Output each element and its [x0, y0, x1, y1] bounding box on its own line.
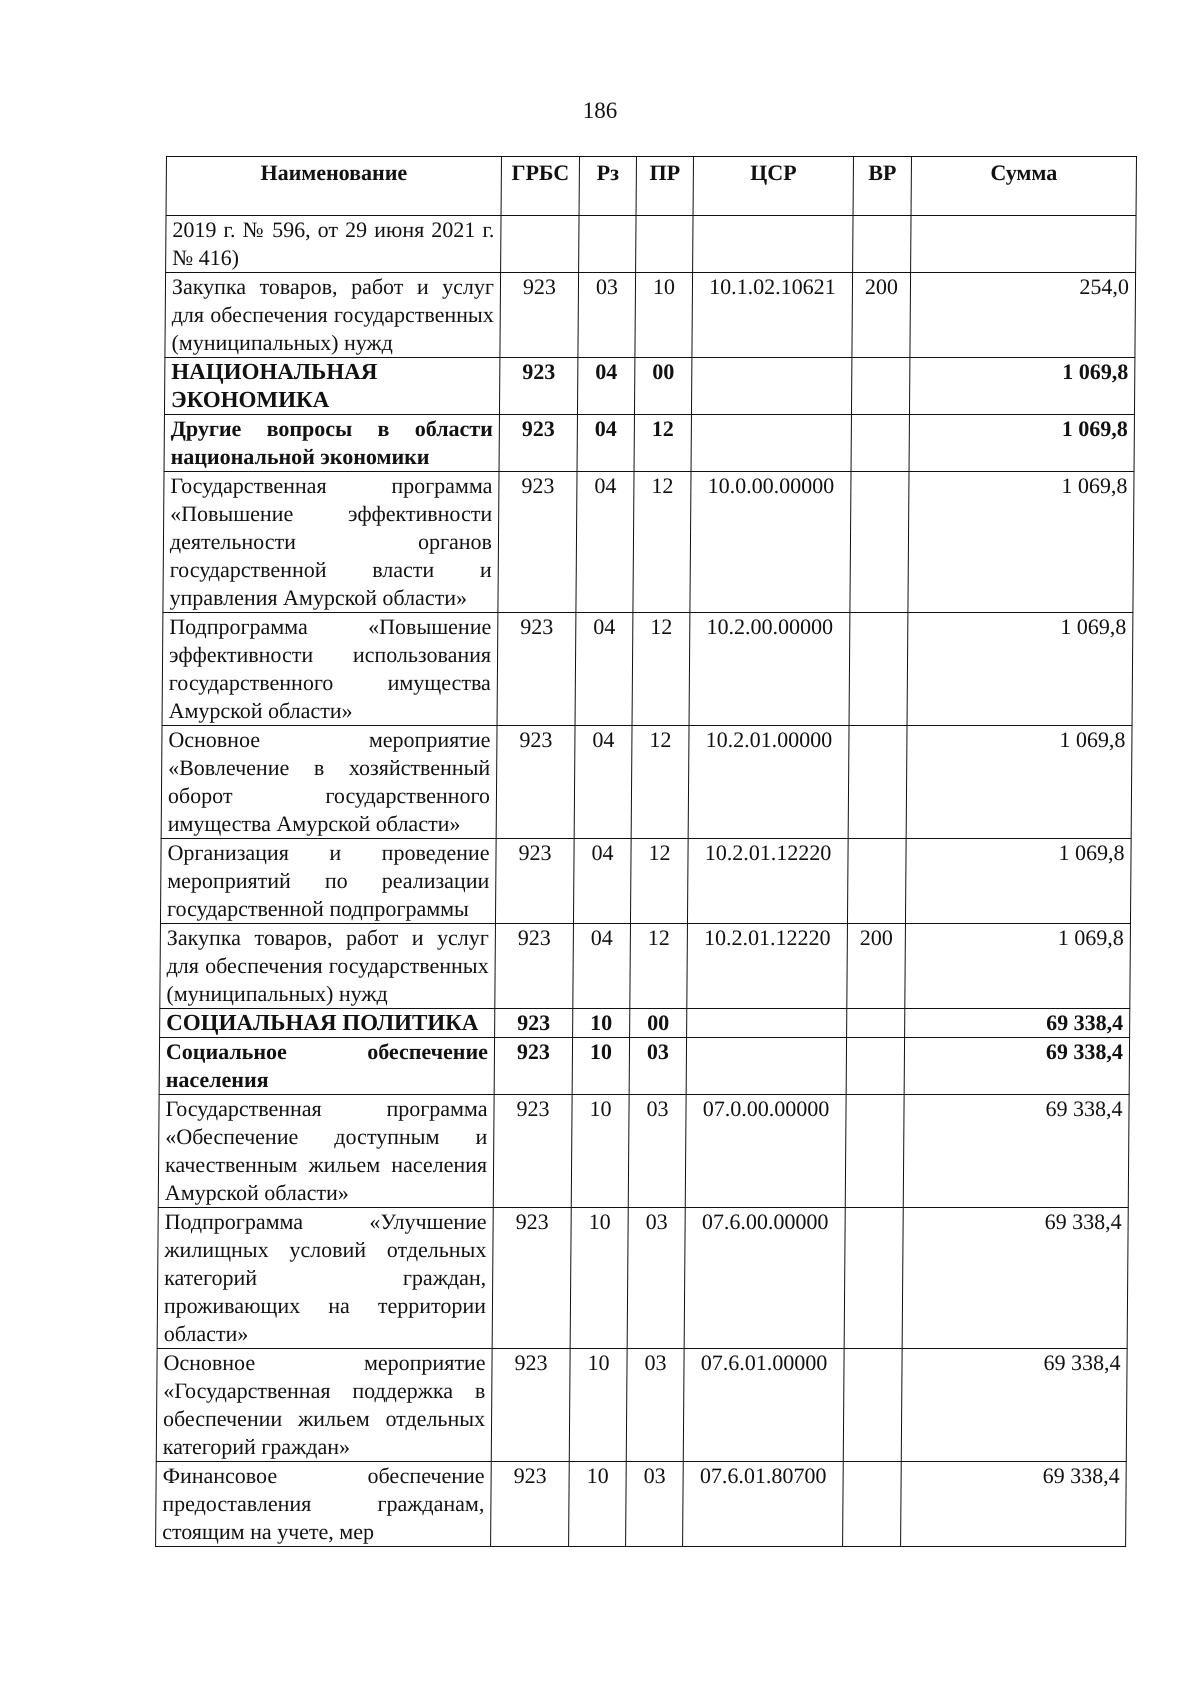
cell-name: Государственная программа «Повышение эффективности деятельности органов государственной власти и управления Амурской области»	[163, 472, 499, 613]
cell-csr	[693, 216, 853, 273]
cell-pr: 03	[626, 1462, 684, 1547]
cell-grbs: 923	[495, 1009, 573, 1038]
cell-vr: 200	[847, 924, 906, 1009]
cell-grbs: 923	[497, 613, 576, 726]
cell-vr	[843, 1349, 902, 1462]
cell-rz: 10	[569, 1349, 627, 1462]
cell-csr: 10.2.01.12220	[687, 924, 848, 1009]
cell-csr: 10.2.00.00000	[689, 613, 850, 726]
cell-name: Закупка товаров, работ и услуг для обеспечения государственных (муниципальных) нужд	[160, 924, 496, 1009]
cell-pr: 03	[629, 1038, 686, 1095]
cell-csr: 07.6.01.00000	[683, 1349, 844, 1462]
cell-pr: 00	[630, 1009, 687, 1038]
table-row	[166, 216, 1136, 273]
cell-sum: 1 069,8	[909, 415, 1134, 472]
cell-sum: 1 069,8	[905, 924, 1131, 1009]
cell-sum: 69 338,4	[904, 1038, 1129, 1095]
cell-rz: 04	[573, 924, 631, 1009]
header-grbs: ГРБС	[501, 157, 579, 216]
cell-grbs: 923	[499, 358, 577, 415]
cell-csr: 07.6.00.00000	[684, 1208, 845, 1349]
cell-grbs: 923	[494, 1038, 572, 1095]
cell-pr: 00	[634, 358, 691, 415]
cell-vr	[851, 358, 909, 415]
cell-vr: 200	[852, 273, 911, 358]
cell-grbs: 923	[493, 1095, 572, 1208]
cell-name: Организация и проведение мероприятий по реализации государственной подпрограммы	[160, 839, 496, 924]
cell-pr: 10	[635, 273, 693, 358]
cell-pr: 12	[630, 924, 688, 1009]
cell-vr	[847, 839, 906, 924]
cell-grbs: 923	[496, 726, 575, 839]
cell-rz: 10	[573, 1009, 630, 1038]
cell-pr: 12	[633, 472, 691, 613]
cell-sum: 1 069,8	[907, 613, 1133, 726]
cell-name: Подпрограмма «Повышение эффективности использования государственного имущества Амурской области»	[162, 613, 498, 726]
cell-rz: 10	[572, 1038, 629, 1095]
cell-grbs: 923	[491, 1349, 570, 1462]
cell-grbs: 923	[495, 839, 574, 924]
cell-vr	[848, 726, 907, 839]
cell-rz: 04	[576, 472, 634, 613]
cell-rz: 04	[573, 839, 631, 924]
table-row	[161, 726, 1132, 839]
table-body	[156, 216, 1136, 1547]
cell-csr	[687, 1009, 847, 1038]
cell-name: Финансовое обеспечение предоставления гражданам, стоящим на учете, мер	[156, 1462, 492, 1547]
cell-grbs: 923	[492, 1208, 571, 1349]
cell-csr	[691, 415, 851, 472]
cell-name: Закупка товаров, работ и услуг для обеспечения государственных (муниципальных) нужд	[165, 273, 501, 358]
cell-vr	[844, 1208, 903, 1349]
cell-pr	[636, 216, 693, 273]
cell-csr	[691, 358, 851, 415]
cell-rz: 04	[574, 726, 632, 839]
table-row	[164, 358, 1134, 415]
cell-csr: 10.2.01.00000	[688, 726, 849, 839]
cell-pr: 03	[626, 1349, 684, 1462]
cell-rz: 04	[577, 358, 634, 415]
cell-vr	[847, 1009, 905, 1038]
table-row	[165, 273, 1136, 358]
cell-name: Другие вопросы в области национальной экономики	[164, 415, 499, 472]
cell-sum: 69 338,4	[903, 1095, 1129, 1208]
cell-sum: 1 069,8	[908, 472, 1134, 613]
cell-sum	[911, 216, 1136, 273]
budget-table	[155, 156, 1137, 1547]
cell-vr	[849, 613, 908, 726]
header-pr: ПР	[636, 157, 693, 216]
cell-grbs: 923	[498, 472, 577, 613]
cell-vr	[851, 415, 909, 472]
header-rz: Рз	[579, 157, 636, 216]
table-row	[160, 839, 1131, 924]
cell-csr: 10.2.01.12220	[687, 839, 848, 924]
cell-rz: 03	[578, 273, 636, 358]
cell-vr	[845, 1095, 904, 1208]
cell-rz	[579, 216, 636, 273]
cell-vr	[850, 472, 909, 613]
cell-pr: 12	[630, 839, 688, 924]
cell-grbs	[501, 216, 579, 273]
cell-name: Основное мероприятие «Вовлечение в хозяйственный оборот государственного имущества Амурской области»	[161, 726, 497, 839]
cell-pr: 12	[632, 613, 690, 726]
cell-rz: 10	[570, 1208, 628, 1349]
header-name: Наименование	[166, 157, 501, 216]
table-row	[156, 1462, 1127, 1547]
header-row	[166, 157, 1136, 216]
cell-sum: 254,0	[910, 273, 1136, 358]
table-row	[164, 415, 1134, 472]
table-row	[162, 613, 1133, 726]
cell-vr	[843, 1462, 902, 1547]
cell-pr: 03	[627, 1208, 685, 1349]
cell-name: Социальное обеспечение населения	[159, 1038, 494, 1095]
cell-sum: 1 069,8	[906, 726, 1132, 839]
cell-pr: 12	[631, 726, 689, 839]
cell-csr	[686, 1038, 846, 1095]
cell-grbs: 923	[491, 1462, 570, 1547]
table-row	[159, 1038, 1129, 1095]
cell-sum: 69 338,4	[905, 1009, 1130, 1038]
cell-sum: 69 338,4	[901, 1462, 1127, 1547]
cell-sum: 1 069,8	[905, 839, 1131, 924]
cell-rz: 10	[571, 1095, 629, 1208]
cell-grbs: 923	[495, 924, 574, 1009]
cell-csr: 10.1.02.10621	[692, 273, 853, 358]
table-row	[160, 1009, 1130, 1038]
cell-csr: 10.0.00.00000	[690, 472, 851, 613]
cell-name: НАЦИОНАЛЬНАЯ ЭКОНОМИКА	[164, 358, 499, 415]
cell-rz: 04	[577, 415, 634, 472]
cell-sum: 69 338,4	[902, 1208, 1128, 1349]
table-row	[158, 1095, 1129, 1208]
table-row	[163, 472, 1134, 613]
table-row	[156, 1349, 1127, 1462]
cell-name: Подпрограмма «Улучшение жилищных условий отдельных категорий граждан, проживающих на территории области»	[157, 1208, 493, 1349]
cell-grbs: 923	[500, 273, 579, 358]
header-vr: ВР	[853, 157, 911, 216]
cell-name: СОЦИАЛЬНАЯ ПОЛИТИКА	[160, 1009, 495, 1038]
table-row	[157, 1208, 1128, 1349]
cell-pr: 03	[628, 1095, 686, 1208]
cell-name: 2019 г. № 596, от 29 июня 2021 г. № 416)	[166, 216, 501, 273]
cell-csr: 07.0.00.00000	[685, 1095, 846, 1208]
header-csr: ЦСР	[693, 157, 853, 216]
cell-pr: 12	[634, 415, 691, 472]
page-number: 186	[582, 98, 618, 123]
cell-rz: 04	[575, 613, 633, 726]
cell-rz: 10	[569, 1462, 627, 1547]
cell-sum: 1 069,8	[909, 358, 1134, 415]
cell-grbs: 923	[499, 415, 577, 472]
cell-csr: 07.6.01.80700	[683, 1462, 844, 1547]
header-sum: Сумма	[911, 157, 1136, 216]
cell-name: Государственная программа «Обеспечение доступным и качественным жильем населения Амурской области»	[158, 1095, 494, 1208]
cell-name: Основное мероприятие «Государственная поддержка в обеспечении жильем отдельных категорий граждан»	[156, 1349, 492, 1462]
cell-sum: 69 338,4	[901, 1349, 1127, 1462]
table-header	[166, 157, 1136, 216]
table-row	[160, 924, 1131, 1009]
cell-vr	[846, 1038, 904, 1095]
cell-vr	[853, 216, 911, 273]
